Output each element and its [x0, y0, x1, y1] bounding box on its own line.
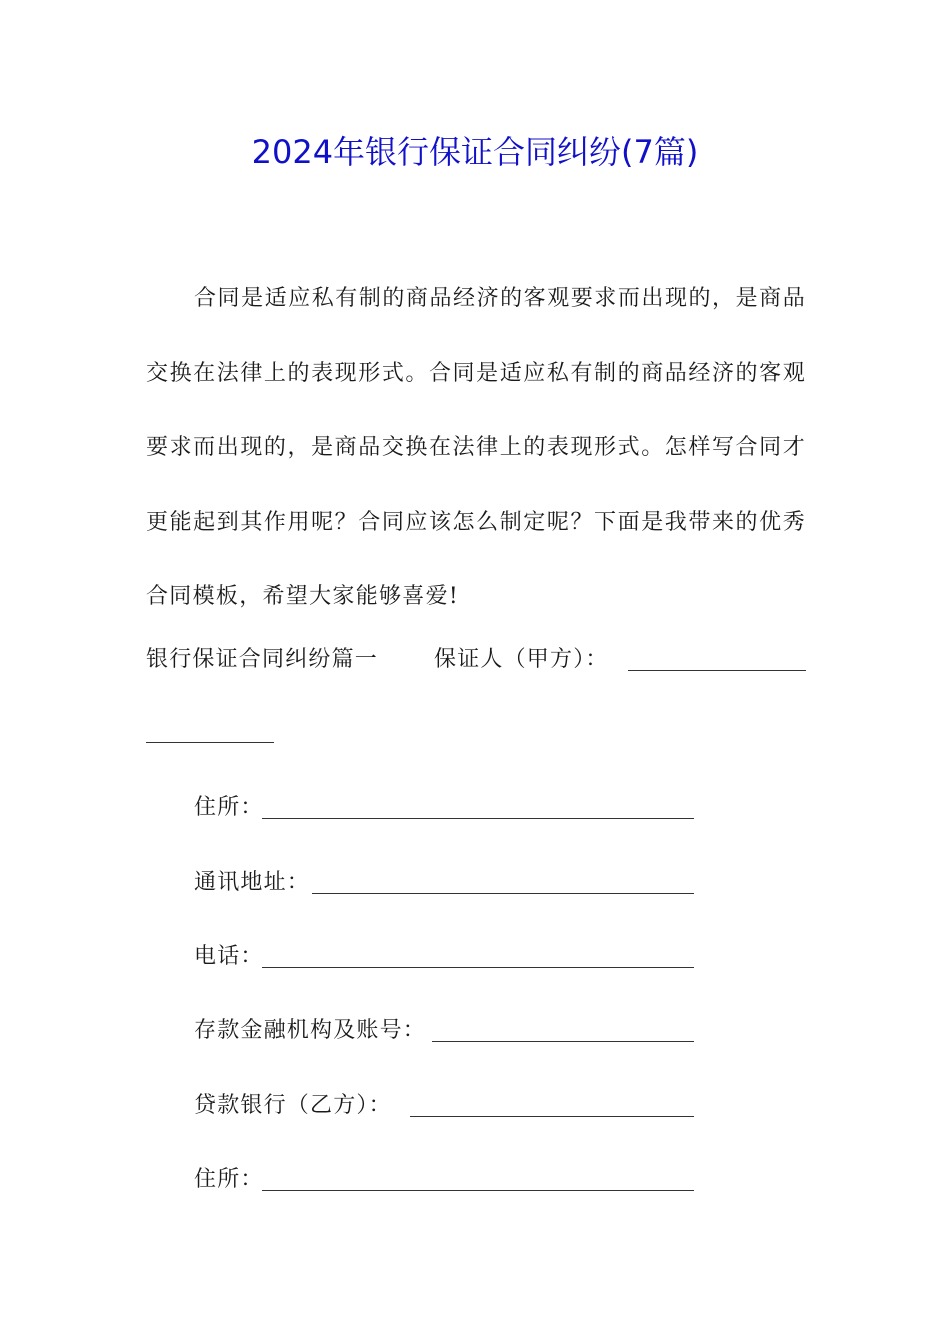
phone-label: 电话： — [194, 944, 264, 969]
deposit-account-label: 存款金融机构及账号： — [194, 1018, 427, 1043]
guarantor-blank-line-continued — [146, 742, 274, 743]
mailing-address-label: 通讯地址： — [194, 870, 311, 895]
document-title: 2024年银行保证合同纠纷(7篇) — [251, 133, 699, 171]
lender-address-blank-line — [262, 1190, 694, 1191]
lender-blank-line — [410, 1116, 694, 1117]
address-blank-line — [262, 818, 694, 819]
guarantor-blank-line — [628, 670, 806, 671]
intro-paragraph: 合同是适应私有制的商品经济的客观要求而出现的，是商品交换在法律上的表现形式。合同是适应私有制的商品经济的客观要求而出现的，是商品交换在法律上的表现形式。怎样写合同才更能起到其作用呢？合同应该怎么制定呢？下面是我带来的优秀合同模板，希望大家能够喜爱! — [146, 286, 806, 610]
guarantor-label: 保证人（甲方）： — [434, 647, 609, 672]
section-heading: 银行保证合同纠纷篇一 — [146, 647, 379, 672]
address-label: 住所： — [194, 795, 264, 820]
phone-blank-line — [262, 967, 694, 968]
lender-address-label: 住所： — [194, 1167, 264, 1192]
lender-label: 贷款银行（乙方）： — [194, 1093, 392, 1118]
deposit-account-blank-line — [432, 1041, 694, 1042]
mailing-address-blank-line — [312, 893, 694, 894]
